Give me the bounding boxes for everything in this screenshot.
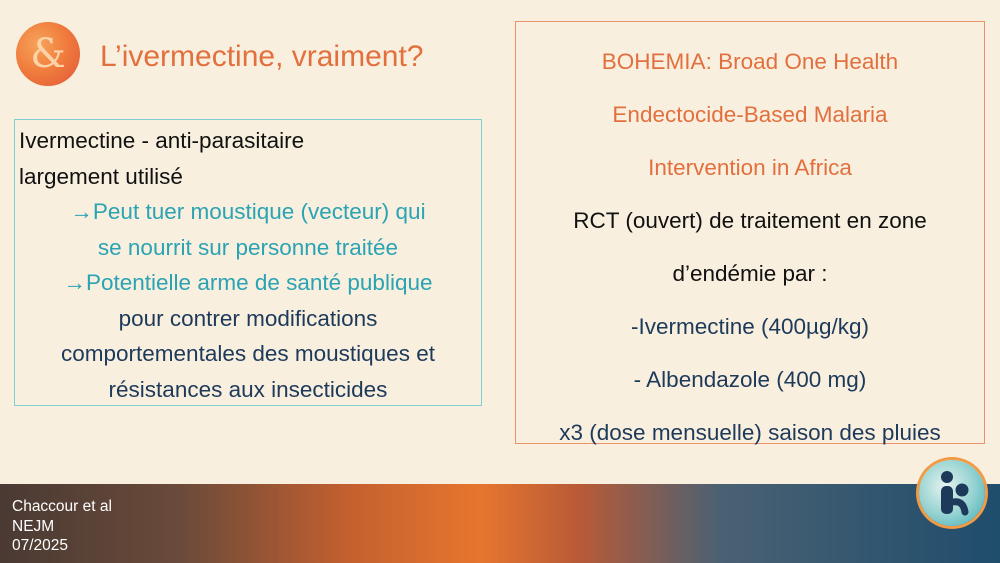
trial-treatment-line: -Ivermectine (400µg/kg) <box>630 314 870 339</box>
citation-line: 07/2025 <box>12 537 69 554</box>
summary-box <box>14 119 482 406</box>
summary-line: pour contrer modifications <box>118 305 378 331</box>
summary-line: comportementales des moustiques et <box>61 341 435 366</box>
trial-heading-line: Endectocide-Based Malaria <box>612 102 888 127</box>
trial-box <box>515 21 985 444</box>
trial-heading-line: Intervention in Africa <box>648 155 852 180</box>
citation-line: NEJM <box>12 517 55 535</box>
summary-line: résistances aux insecticides <box>108 376 388 402</box>
summary-arrow-line: se nourrit sur personne traitée <box>97 234 399 260</box>
citation <box>12 497 112 556</box>
trial-treatment-line: x3 (dose mensuelle) saison des pluies <box>559 420 941 445</box>
trial-desc-line: d’endémie par : <box>672 261 828 286</box>
footer-band <box>0 484 1000 563</box>
summary-arrow-line: →Potentielle arme de santé publique <box>63 270 433 295</box>
citation-line: Chaccour et al <box>12 498 112 515</box>
trial-heading-line: BOHEMIA: Broad One Health <box>601 49 899 74</box>
summary-line: Ivermectine - anti-parasitaire <box>19 128 305 153</box>
slide-title: L’ivermectine, vraiment? <box>100 40 424 73</box>
summary-arrow-line: →Peut tuer moustique (vecteur) qui <box>70 199 426 224</box>
summary-line: largement utilisé <box>19 163 183 189</box>
brand-logo-icon <box>919 460 985 526</box>
trial-desc-line: RCT (ouvert) de traitement en zone <box>573 208 927 233</box>
ampersand-logo-icon: & <box>16 22 80 86</box>
trial-treatment-line: - Albendazole (400 mg) <box>633 367 867 392</box>
brand-logo-glyph-icon <box>919 460 985 526</box>
